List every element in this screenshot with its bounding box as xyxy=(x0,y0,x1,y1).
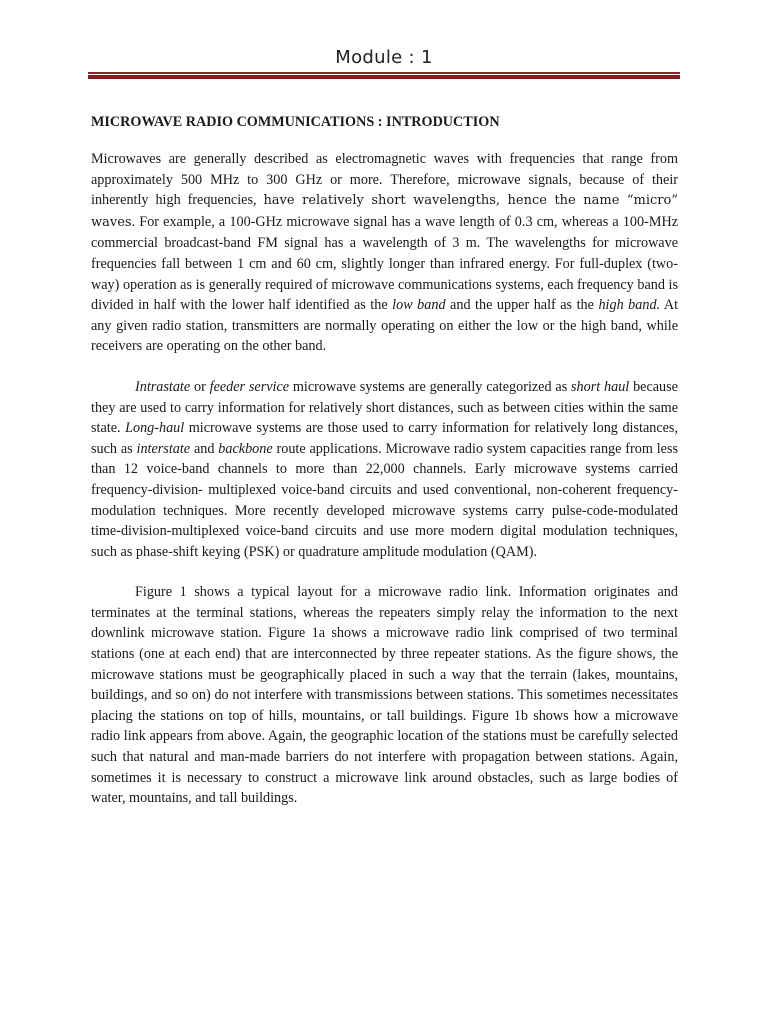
p2-em-feeder-service: feeder service xyxy=(209,378,290,395)
p2-em-short-haul: short haul xyxy=(571,378,630,395)
paragraph-intro xyxy=(91,149,678,357)
p3-text: Figure 1 shows a typical layout for a microwave radio link. Information originates and terminates at the terminal stations, whereas the repeaters simply relay the information to the next downlink microwave station. Figure 1a shows a microwave radio link comprised of two terminal stations (one at each end) that are interconnected by three repeater stations. As the figure shows, the microwave stations must be geographically placed in such a way that the terrain (lakes, mountains, buildings, and so on) do not interfere with transmissions between stations. This sometimes necessitates placing the stations on top of hills, mountains, or tall buildings. Figure 1b shows how a microwave radio link appears from above. Again, the geographic location of the stations must be carefully selected such that natural and man-made barriers do not interfere with propagation between stations. Again, sometimes it is necessary to construct a microwave link around obstacles, such as large bodies of water, mountains, and tall buildings. xyxy=(91,584,678,807)
p2-text-2: microwave systems are generally categorized as xyxy=(289,378,572,395)
document-body xyxy=(91,112,678,829)
p1-text-5: At any given radio station, transmitters are normally operating on either the low or the high band, while receivers are operating on the other band. xyxy=(91,297,679,355)
p2-em-backbone: backbone xyxy=(218,440,273,457)
module-title: Module : 1 xyxy=(335,47,433,68)
p1-text-4: and the upper half as the xyxy=(445,297,599,314)
p1-text-1: Microwaves are generally described as electromagnetic waves with frequencies that range from approximately 500 MHz to 300 GHz or more. Therefore, microwave signals, because of their inherently high frequencies, xyxy=(91,151,678,209)
header-rule-thin xyxy=(88,72,680,74)
p2-em-long-haul: Long-haul xyxy=(125,420,185,437)
paragraph-figure xyxy=(91,582,678,809)
p2-text-4: microwave systems are those used to carry information for relatively long distances, such as xyxy=(91,420,678,457)
p2-em-interstate: interstate xyxy=(136,440,191,457)
p2-em-intrastate: Intrastate xyxy=(135,378,191,395)
p2-text-1: or xyxy=(190,378,210,395)
header-rule-thick xyxy=(88,75,680,79)
p2-text-3: because they are used to carry information for relatively short distances, such as between cities within the same state. xyxy=(91,378,678,437)
p1-text-2: have relatively short wavelengths, hence the name “micro” waves xyxy=(91,193,678,230)
paragraph-systems xyxy=(91,377,678,562)
section-heading: MICROWAVE RADIO COMMUNICATIONS : INTRODUCTION xyxy=(91,114,500,130)
p2-text-6: route applications. Microwave radio system capacities range from less than 12 voice-band channels to more than 22,000 channels. Early microwave systems carried frequency-division- multiplexed voice-band circuits and used conventional, non-coherent frequency-modulation techniques. More recently developed microwave systems carry pulse-code-modulated time-division-multiplexed voice-band circuits and use more modern digital modulation techniques, such as phase-shift keying (PSK) or quadrature amplitude modulation (QAM). xyxy=(91,440,678,560)
p2-text-5: and xyxy=(190,440,219,457)
p1-text-3: . For example, a 100-GHz microwave signal has a wave length of 0.3 cm, whereas a 100-MHz commercial broadcast-band FM signal has a wavelength of 3 m. The wavelengths for microwave frequencies fall between 1 cm and 60 cm, slightly longer than infrared energy. For full-duplex (two-way) operation as is generally required of microwave communications systems, each frequency band is divided in half with the lower half identified as the xyxy=(91,213,678,314)
p1-em-low-band: low band xyxy=(392,297,446,314)
p1-em-high-band: high band. xyxy=(598,297,661,314)
